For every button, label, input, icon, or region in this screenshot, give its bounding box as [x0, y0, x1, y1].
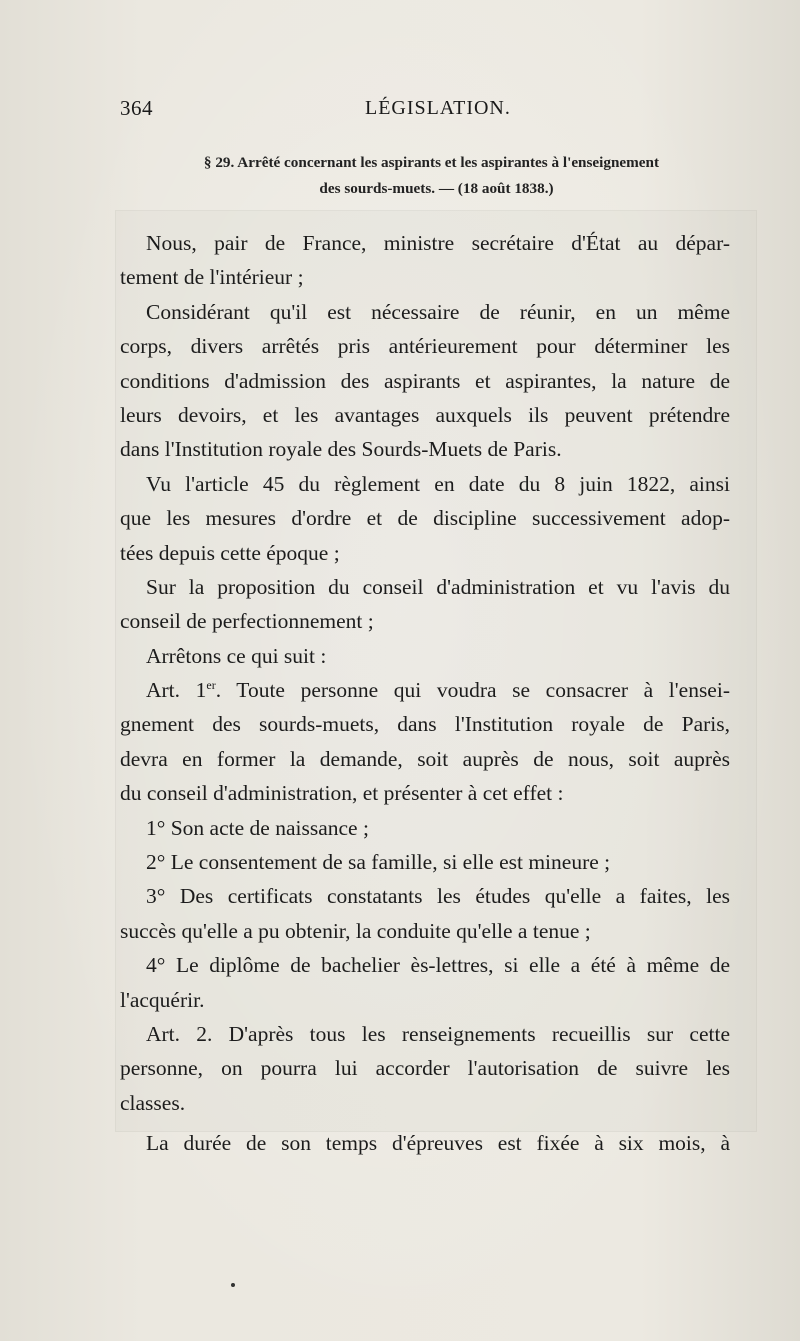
text-line: personne, on pourra lui accorder l'autorisation de suivre les [120, 1056, 730, 1081]
text-line: 3° Des certificats constatants les études qu'elle a faites, les [146, 884, 730, 909]
text-line: La durée de son temps d'épreuves est fixée à six mois, à [146, 1131, 730, 1156]
text-line: Nous, pair de France, ministre secrétaire d'État au dépar- [146, 231, 730, 255]
text-line: conseil de perfectionnement ; [120, 609, 374, 634]
running-title: LÉGISLATION. [365, 97, 511, 119]
text-line: leurs devoirs, et les avantages auxquels ils peuvent prétendre [120, 402, 730, 427]
text-line: du conseil d'administration, et présenter à cet effet : [120, 781, 564, 806]
text-line: tées depuis cette époque ; [120, 540, 340, 565]
ink-speck [231, 1283, 235, 1287]
text-line: classes. [120, 1090, 186, 1115]
article-1-superscript: er [206, 678, 216, 693]
text-line: que les mesures d'ordre et de discipline successivement adop- [120, 506, 730, 531]
article-1-line [120, 673, 730, 707]
text-line: tement de l'intérieur ; [120, 265, 304, 290]
text-line: conditions d'admission des aspirants et aspirantes, la nature de [120, 368, 730, 393]
text-line: gnement des sourds-muets, dans l'Institution royale de Paris, [120, 712, 730, 737]
text-line: 1° Son acte de naissance ; [146, 815, 369, 840]
text-line: succès qu'elle a pu obtenir, la conduite qu'elle a tenue ; [120, 918, 591, 943]
article-1-rest: . Toute personne qui voudra se consacrer à l'ensei- [215, 678, 730, 703]
text-line: Art. 2. D'après tous les renseignements recueillis sur cette [146, 1021, 730, 1046]
section-title-line-2: des sourds-muets. — (18 août 1838.) [319, 180, 554, 197]
page-header [120, 96, 735, 126]
page-number: 364 [120, 96, 153, 120]
text-line: Sur la proposition du conseil d'administration et vu l'avis du [146, 574, 730, 599]
text-line: l'acquérir. [120, 987, 205, 1012]
article-1-prefix: Art. 1 [146, 678, 207, 703]
text-line: Arrêtons ce qui suit : [146, 643, 327, 668]
text-line: devra en former la demande, soit auprès de nous, soit auprès [120, 746, 730, 771]
section-title-line-1: § 29. Arrêté concernant les aspirants et les aspirantes à l'enseignement [203, 154, 660, 171]
text-line: dans l'Institution royale des Sourds-Muets de Paris. [120, 437, 562, 462]
text-line: Vu l'article 45 du règlement en date du 8 juin 1822, ainsi [146, 471, 730, 496]
text-line: Considérant qu'il est nécessaire de réunir, en un même [146, 299, 730, 324]
text-line: corps, divers arrêtés pris antérieurement pour déterminer les [120, 334, 730, 359]
body-text [120, 226, 730, 1161]
text-line: 4° Le diplôme de bachelier ès-lettres, si elle a été à même de [146, 953, 730, 978]
section-title [120, 150, 735, 202]
text-line: 2° Le consentement de sa famille, si elle est mineure ; [146, 850, 611, 875]
